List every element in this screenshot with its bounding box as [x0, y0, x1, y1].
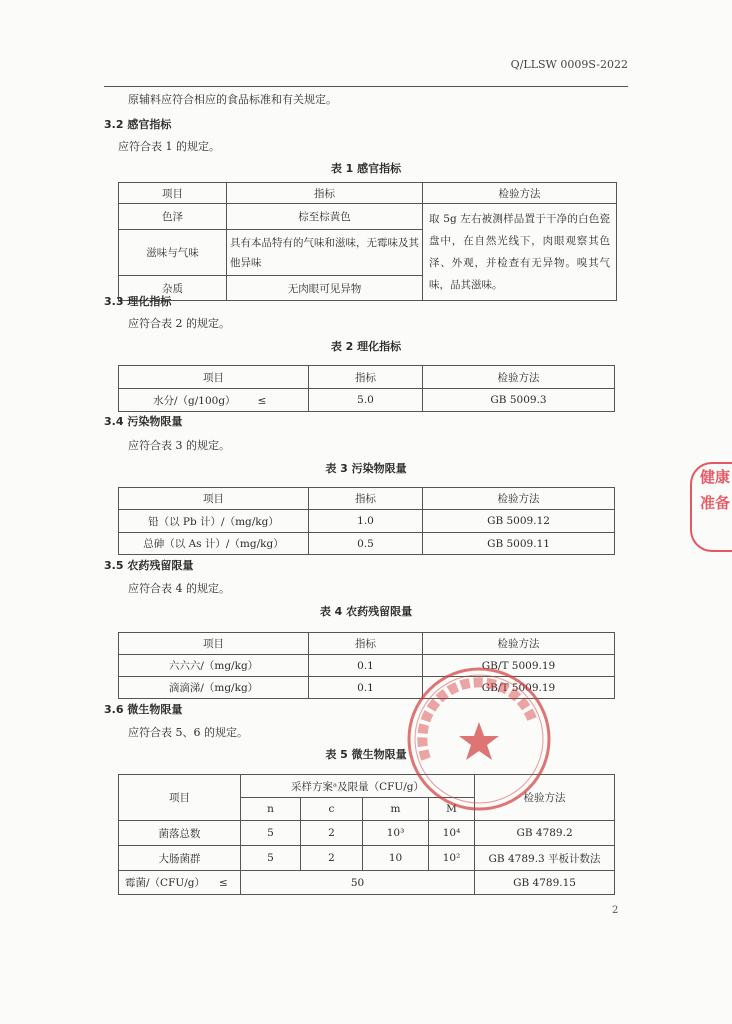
item-cell: 大肠菌群 — [119, 846, 241, 871]
header-cell: m — [363, 798, 429, 821]
section-3-6-note: 应符合表 5、6 的规定。 — [128, 726, 248, 739]
side-stamp-text: 健康准备 — [700, 468, 731, 512]
method-cell: GB 5009.11 — [423, 533, 615, 555]
section-3-4-note: 应符合表 3 的规定。 — [128, 439, 230, 452]
section-3-6-heading: 3.6 微生物限量 — [104, 703, 183, 716]
item-cell: 六六六/（mg/kg） — [119, 655, 309, 677]
method-cell: GB 4789.15 — [475, 871, 615, 895]
value-cell: 10³ — [363, 821, 429, 846]
value-cell: 5.0 — [309, 389, 423, 412]
section-3-4-heading: 3.4 污染物限量 — [104, 415, 183, 428]
header-cell: 项目 — [119, 775, 241, 821]
value-cell: 5 — [241, 846, 301, 871]
value-cell: 具有本品特有的气味和滋味，无霉味及其他异味 — [227, 229, 423, 275]
item-cell: 总砷（以 As 计）/（mg/kg） — [119, 533, 309, 555]
section-3-2-heading: 3.2 感官指标 — [104, 118, 172, 131]
table-row — [119, 204, 617, 230]
table-3-contaminants — [118, 487, 615, 555]
item-cell — [119, 871, 241, 895]
table-header-row — [119, 633, 615, 655]
header-cell: c — [301, 798, 363, 821]
section-3-5-note: 应符合表 4 的规定。 — [128, 582, 230, 595]
item-cell: 色泽 — [119, 204, 227, 230]
item-cell: 铅（以 Pb 计）/（mg/kg） — [119, 510, 309, 533]
company-seal — [404, 664, 554, 814]
method-cell: GB 4789.3 平板计数法 — [475, 846, 615, 871]
intro-line: 原辅料应符合相应的食品标准和有关规定。 — [128, 93, 337, 106]
value-cell: 0.1 — [309, 655, 423, 677]
le-symbol: ≤ — [218, 877, 228, 889]
header-cell: n — [241, 798, 301, 821]
method-cell: GB 4789.2 — [475, 821, 615, 846]
item-cell — [119, 389, 309, 412]
method-cell: GB/T 5009.19 — [423, 677, 615, 699]
header-cell: 检验方法 — [423, 633, 615, 655]
value-cell: 2 — [301, 821, 363, 846]
table-row — [119, 846, 615, 871]
header-cell: 检验方法 — [423, 488, 615, 510]
header-cell: 指标 — [309, 633, 423, 655]
item-cell: 杂质 — [119, 276, 227, 301]
table-row — [119, 389, 615, 412]
value-cell: 2 — [301, 846, 363, 871]
item-cell: 菌落总数 — [119, 821, 241, 846]
value-cell: 50 — [241, 871, 475, 895]
table-3-caption: 表 3 污染物限量 — [325, 462, 407, 475]
header-cell: 指标 — [309, 488, 423, 510]
value-cell: 0.1 — [309, 677, 423, 699]
header-cell: M — [429, 798, 475, 821]
header-cell: 项目 — [119, 488, 309, 510]
section-3-5-heading: 3.5 农药残留限量 — [104, 559, 194, 572]
value-cell: 10⁴ — [429, 821, 475, 846]
header-cell: 指标 — [227, 183, 423, 204]
header-cell: 项目 — [119, 633, 309, 655]
table-header-row — [119, 488, 615, 510]
section-3-3-note: 应符合表 2 的规定。 — [128, 317, 230, 330]
header-cell: 项目 — [119, 366, 309, 389]
value-cell: 5 — [241, 821, 301, 846]
header-cell: 采样方案ᵃ及限量（CFU/g） — [241, 775, 475, 798]
value-cell: 无肉眼可见异物 — [227, 276, 423, 301]
value-cell: 棕至棕黄色 — [227, 204, 423, 230]
method-cell: GB 5009.12 — [423, 510, 615, 533]
table-row — [119, 533, 615, 555]
section-3-3-heading: 3.3 理化指标 — [104, 295, 172, 308]
table-5-caption: 表 5 微生物限量 — [325, 748, 407, 761]
value-cell: 10² — [429, 846, 475, 871]
header-cell: 检验方法 — [475, 775, 615, 821]
header-cell: 指标 — [309, 366, 423, 389]
header-cell: 项目 — [119, 183, 227, 204]
header-rule — [104, 86, 628, 87]
side-stamp — [690, 462, 732, 552]
value-cell: 0.5 — [309, 533, 423, 555]
item-label: 水分/（g/100g） — [153, 394, 236, 407]
table-2-physicochemical — [118, 365, 615, 412]
method-cell: GB/T 5009.19 — [423, 655, 615, 677]
page-number: 2 — [612, 905, 619, 916]
method-cell: 取 5g 左右被测样品置于干净的白色瓷盘中，在自然光线下，肉眼观察其色泽、外观，并检查有无异物。嗅其气味，品其滋味。 — [423, 204, 617, 301]
table-1-caption: 表 1 感官指标 — [330, 162, 402, 175]
table-4-caption: 表 4 农药残留限量 — [319, 605, 413, 618]
header-cell: 检验方法 — [423, 366, 615, 389]
item-cell: 滴滴涕/（mg/kg） — [119, 677, 309, 699]
standard-code: Q/LLSW 0009S-2022 — [510, 58, 628, 71]
section-3-2-note: 应符合表 1 的规定。 — [118, 140, 220, 153]
table-row — [119, 821, 615, 846]
method-cell: GB 5009.3 — [423, 389, 615, 412]
item-label: 霉菌/（CFU/g） — [125, 877, 205, 889]
le-symbol: ≤ — [257, 394, 267, 407]
table-row — [119, 871, 615, 895]
value-cell: 10 — [363, 846, 429, 871]
item-cell: 滋味与气味 — [119, 229, 227, 275]
header-cell: 检验方法 — [423, 183, 617, 204]
table-row — [119, 510, 615, 533]
table-header-row — [119, 183, 617, 204]
value-cell: 1.0 — [309, 510, 423, 533]
table-1-sensory — [118, 182, 617, 301]
table-2-caption: 表 2 理化指标 — [330, 340, 402, 353]
table-header-row — [119, 366, 615, 389]
